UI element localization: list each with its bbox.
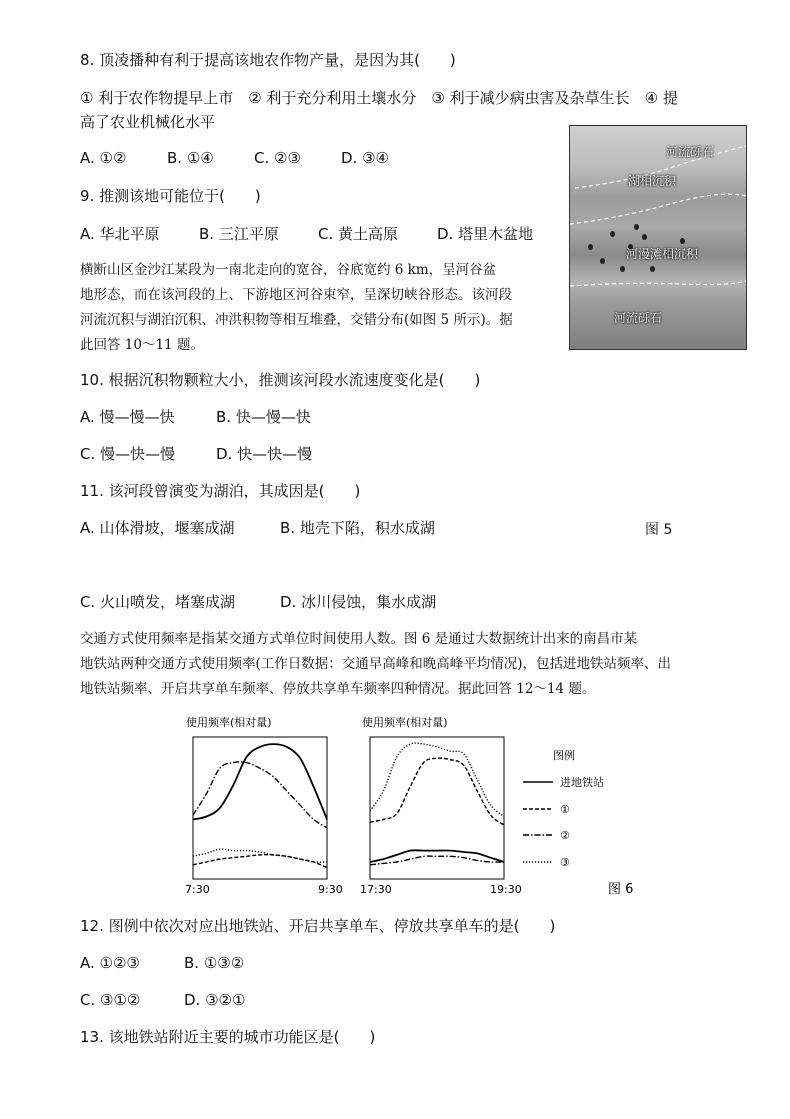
chart2-ylabel: 使用频率(相对量) [362,716,448,729]
figure6-chart [0,705,790,905]
figure6-caption: 图 6 [608,882,634,897]
passage1-line3: 河流沉积与湖泊沉积、冲洪积物等相互堆叠，交错分布(如图 5 所示)。据 [80,312,513,328]
q12-choice-d: D. ③②① [184,991,246,1009]
chart2-series-dashed [370,758,504,825]
q8-stem: 8. 顶凌播种有利于提高该地农作物产量，是因为其( ) [80,51,456,69]
passage2-line1: 交通方式使用频率是指某交通方式单位时间使用人数。图 6 是通过大数据统计出来的南昌市某 [80,631,638,647]
passage1-line4: 此回答 10～11 题。 [80,337,204,353]
q8-choice-a: A. ①② [80,149,127,167]
q12-choice-b: B. ①③② [184,954,245,972]
chart1-series-group [193,744,327,868]
q9-stem: 9. 推测该地可能位于( ) [80,187,261,205]
q8-choice-b: B. ①④ [167,149,214,167]
passage2-line3: 地铁站频率、开启共享单车频率、停放共享单车频率四种情况。据此回答 12～14 题。 [80,681,596,697]
chart2-series-group [370,743,504,865]
legend-entry-3: ③ [560,856,570,869]
figure5-label-gravel-bottom: 河流砾石 [614,311,663,325]
chart1-xtick-start: 7:30 [185,883,210,896]
q10-choice-d: D. 快—快—慢 [216,445,313,463]
q8-options-line2: 高了农业机械化水平 [80,113,216,131]
q8-options-line1: ① 利于农作物提早上市 ② 利于充分利用土壤水分 ③ 利于减少病虫害及杂草生长 ④ 提 [80,89,678,107]
chart2-series-solid [370,850,504,862]
chart1-series-solid [193,744,327,819]
q11-choice-d: D. 冰川侵蚀，集水成湖 [280,593,437,611]
figure5-label-lake: 湖相沉积 [628,174,677,188]
q11-choice-c: C. 火山喷发，堵塞成湖 [80,593,236,611]
chart2-xtick-start: 17:30 [360,883,392,896]
chart1-frame [193,737,327,879]
q10-choice-b: B. 快—慢—快 [216,408,311,426]
legend-title: 图例 [553,749,575,762]
legend-entry-enter: 进地铁站 [560,776,604,789]
q11-choice-b: B. 地壳下陷，积水成湖 [280,519,435,537]
q13-stem: 13. 该地铁站附近主要的城市功能区是( ) [80,1028,376,1046]
q11-choice-a: A. 山体滑坡，堰塞成湖 [80,519,235,537]
q10-choice-c: C. 慢—快—慢 [80,445,176,463]
q11-stem: 11. 该河段曾演变为湖泊，其成因是( ) [80,482,361,500]
chart1-ylabel: 使用频率(相对量) [186,716,272,729]
chart2-xtick-end: 19:30 [490,883,522,896]
passage2-line2: 地铁站两种交通方式使用频率(工作日数据：交通早高峰和晚高峰平均情况)，包括进地铁站频率、出 [80,656,672,672]
passage1-line2: 地形态，而在该河段的上、下游地区河谷束窄，呈深切峡谷形态。该河段 [80,287,512,303]
figure5-caption: 图 5 [645,522,673,538]
passage1-line1: 横断山区金沙江某段为一南北走向的宽谷，谷底宽约 6 km，呈河谷盆 [80,262,497,278]
figure5-label-gravel-top: 河流砾石 [666,145,715,159]
q10-stem: 10. 根据沉积物颗粒大小，推测该河段水流速度变化是( ) [80,371,481,389]
legend-entry-2: ② [560,829,570,842]
q9-choice-c: C. 黄土高原 [318,225,399,243]
q9-choice-d: D. 塔里木盆地 [437,225,534,243]
q8-choice-c: C. ②③ [254,149,301,167]
q9-choice-b: B. 三江平原 [199,225,279,243]
q12-stem: 12. 图例中依次对应出地铁站、开启共享单车、停放共享单车的是( ) [80,917,556,935]
legend-entry-1: ① [560,803,570,816]
chart1-series-dashed [193,855,327,868]
q9-choice-a: A. 华北平原 [80,225,160,243]
q12-choice-c: C. ③①② [80,991,141,1009]
figure5-label-floodplain: 河漫滩相沉积 [626,247,699,261]
figure5-photo [569,125,747,350]
chart1-xtick-end: 9:30 [318,883,343,896]
q10-choice-a: A. 慢—慢—快 [80,408,175,426]
q12-choice-a: A. ①②③ [80,954,140,972]
q8-choice-d: D. ③④ [341,149,389,167]
